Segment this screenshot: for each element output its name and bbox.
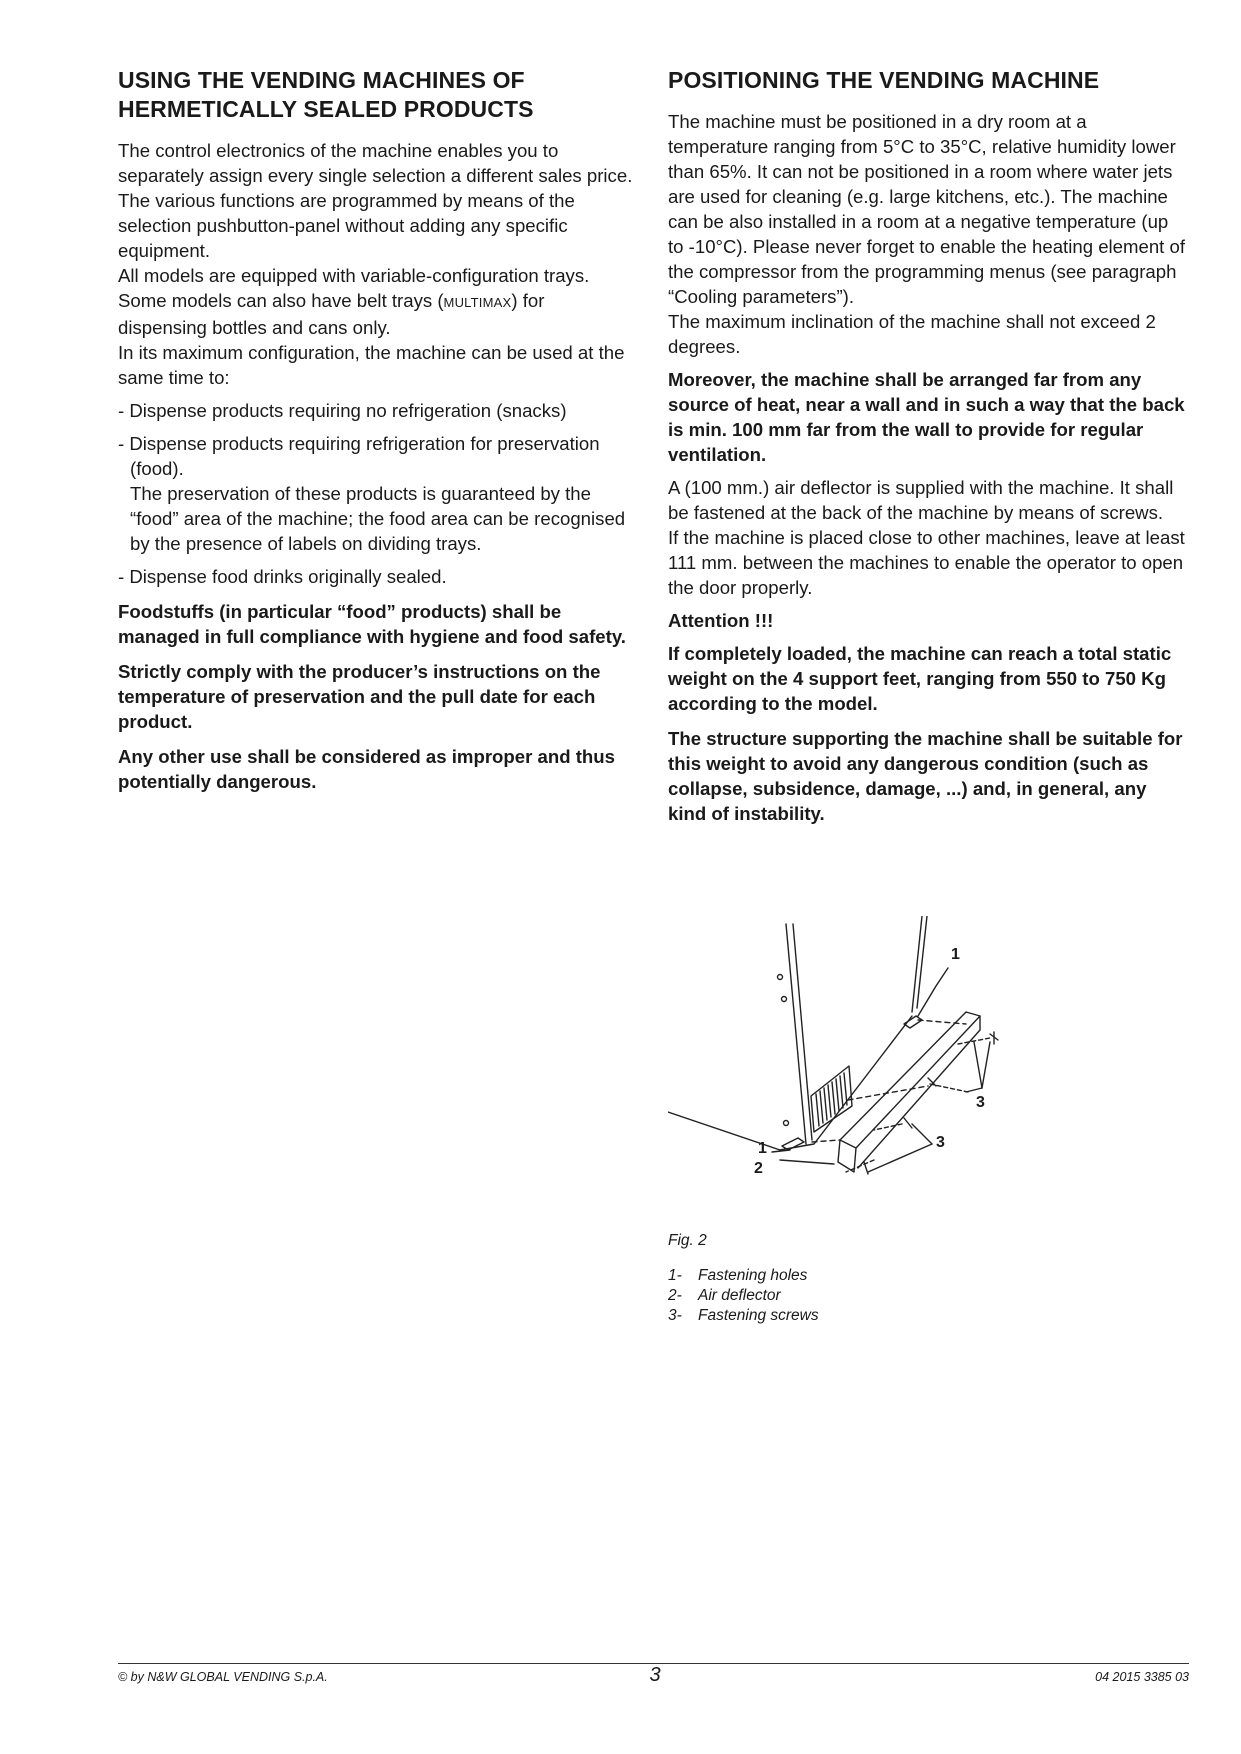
air-deflector-drawing <box>668 916 1188 1226</box>
list-item: - Dispense food drinks originally sealed. <box>118 566 447 587</box>
page-number: 3 <box>649 1664 661 1686</box>
section-heading-positioning: POSITIONING THE VENDING MACHINE <box>668 67 1100 93</box>
callout-3-bottom: 3 <box>936 1134 945 1151</box>
legend-item: 1- Fastening holes <box>668 1267 808 1284</box>
legend-item: 2- Air deflector <box>668 1287 781 1304</box>
callout-3-right: 3 <box>976 1094 985 1111</box>
list-item: - Dispense products requiring refrigeration for preservation (food). <box>118 433 600 479</box>
paragraph: The various functions are programmed by means of the selection pushbutton-panel without adding any specific equipment. <box>118 190 575 261</box>
section-heading-using: USING THE VENDING MACHINES OF HERMETICALLY SEALED PRODUCTS <box>118 67 534 122</box>
warning-paragraph: The structure supporting the machine shall be suitable for this weight to avoid any dangerous condition (such as collapse, subsidence, damage, ...) and, in general, any kind of instability. <box>668 728 1183 824</box>
list-item-continuation: The preservation of these products is guaranteed by the “food” area of the machine; the food area can be recognised by the presence of labels on dividing trays. <box>130 483 626 554</box>
footer-copyright: © by N&W GLOBAL VENDING S.p.A. <box>118 1670 328 1684</box>
left-column <box>118 66 636 794</box>
paragraph: The machine must be positioned in a dry room at a temperature ranging from 5°C to 35°C, relative humidity lower than 65%. It can not be positioned in a room where water jets are used for cleaning (e.g. large kitchens, etc.). The machine can be also installed in a room at a negative temperature (up to -10°C). Please never forget to enable the heating element of the compressor from the programming menus (see paragraph “Cooling parameters”). <box>668 111 1186 307</box>
list-item: - Dispense products requiring no refrigeration (snacks) <box>118 400 567 421</box>
document-code: 04 2015 3385 03 <box>1095 1670 1189 1684</box>
callout-1-top: 1 <box>951 946 960 963</box>
paragraph: The control electronics of the machine enables you to separately assign every single selection a different sales price. <box>118 140 633 186</box>
legend-item: 3- Fastening screws <box>668 1307 819 1324</box>
warning-paragraph: Any other use shall be considered as improper and thus potentially dangerous. <box>118 746 615 792</box>
paragraph: If the machine is placed close to other machines, leave at least 111 mm. between the machines to enable the operator to open the door properly. <box>668 527 1185 598</box>
warning-paragraph: Strictly comply with the producer’s instructions on the temperature of preservation and the pull date for each product. <box>118 661 601 732</box>
paragraph: All models are equipped with variable-configuration trays. Some models can also have belt trays (MULTIMAX) for dispensing bottles and cans only. <box>118 265 590 338</box>
attention-label: Attention !!! <box>668 610 774 631</box>
paragraph: A (100 mm.) air deflector is supplied with the machine. It shall be fastened at the back of the machine by means of screws. <box>668 477 1174 523</box>
figure-legend <box>668 1266 819 1326</box>
callout-2: 2 <box>754 1160 763 1177</box>
paragraph: The maximum inclination of the machine shall not exceed 2 degrees. <box>668 311 1156 357</box>
callout-1-left: 1 <box>758 1140 767 1157</box>
warning-paragraph: If completely loaded, the machine can reach a total static weight on the 4 support feet, ranging from 550 to 750 Kg according to the model. <box>668 643 1172 714</box>
warning-paragraph: Moreover, the machine shall be arranged far from any source of heat, near a wall and in such a way that the back is min. 100 mm far from the wall to provide for regular ventilation. <box>668 369 1185 465</box>
air-deflector-diagram <box>668 916 1188 1226</box>
right-column <box>668 66 1186 826</box>
paragraph: In its maximum configuration, the machine can be used at the same time to: <box>118 342 625 388</box>
figure-caption: Fig. 2 <box>668 1232 707 1249</box>
warning-paragraph: Foodstuffs (in particular “food” products) shall be managed in full compliance with hygiene and food safety. <box>118 601 626 647</box>
